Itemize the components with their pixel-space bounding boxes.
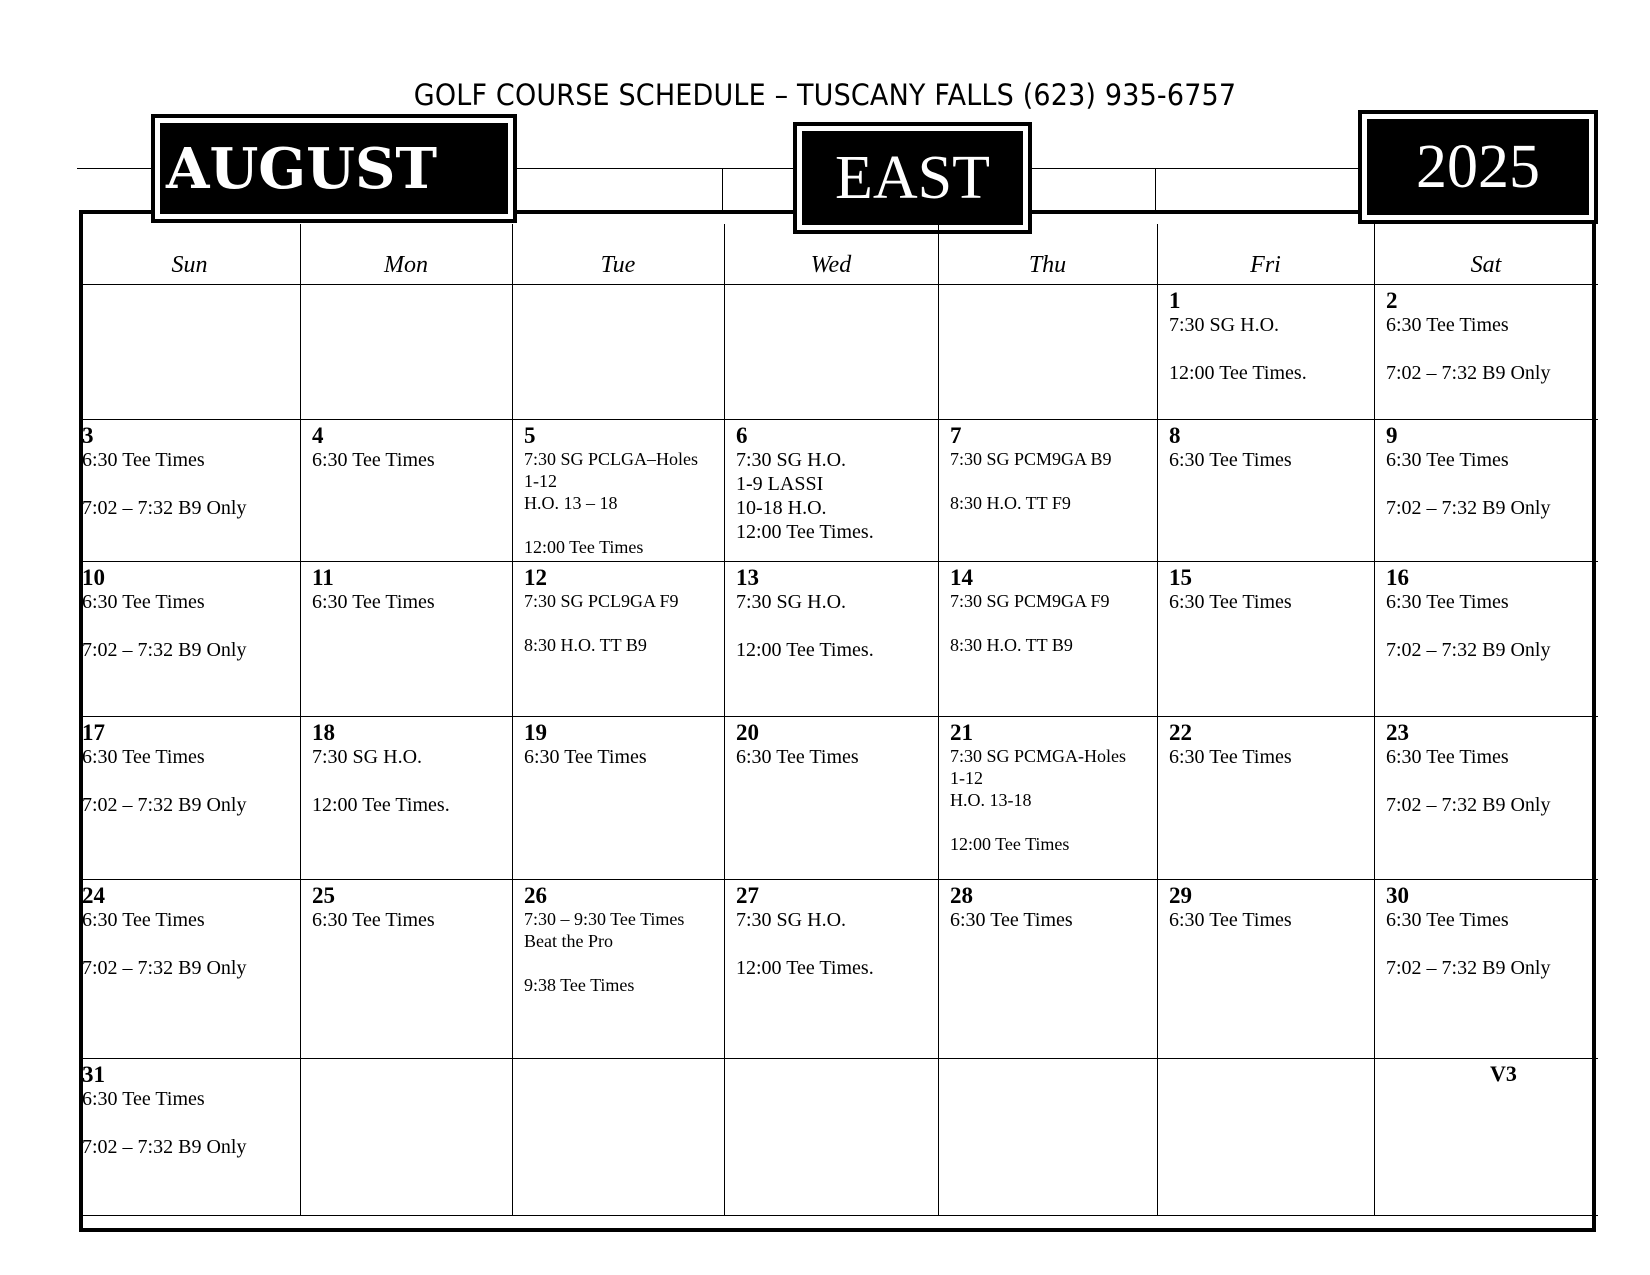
day-number: 26 [524,883,547,908]
day-cell [724,1058,938,1215]
event-line: 12:00 Tee Times. [312,794,450,816]
day-cell [1157,284,1374,419]
version-tag: V3 [1490,1061,1517,1086]
day-cell [938,284,1157,419]
event-line: H.O. 13-18 [950,790,1032,810]
day-number: 16 [1386,565,1409,590]
event-line: 6:30 Tee Times [1386,591,1509,613]
event-line: 7:30 SG PCM9GA F9 [950,591,1110,611]
event-line: 7:02 – 7:32 B9 Only [1386,639,1551,661]
day-cell [1157,419,1374,561]
event-line: 6:30 Tee Times [1169,591,1292,613]
event-line: 6:30 Tee Times [82,591,205,613]
event-line: 6:30 Tee Times [82,1088,205,1110]
day-number: 29 [1169,883,1192,908]
year-label: 2025 [1416,132,1540,201]
event-line: 7:02 – 7:32 B9 Only [1386,794,1551,816]
day-cell [512,1058,724,1215]
day-cell [1374,1058,1598,1215]
day-cell [300,419,512,561]
day-cell [1157,1058,1374,1215]
weekday-fri: Fri [1250,252,1281,278]
month-label: AUGUST [166,135,438,202]
day-number: 20 [736,720,759,745]
day-cell [1374,419,1598,561]
event-line: 12:00 Tee Times [950,834,1070,854]
day-cell [1374,284,1598,419]
day-number: 19 [524,720,547,745]
event-line: 6:30 Tee Times [82,909,205,931]
event-line: 7:02 – 7:32 B9 Only [82,957,247,979]
event-line: 6:30 Tee Times [1169,909,1292,931]
day-cell [300,284,512,419]
day-cell [724,284,938,419]
weekday-wed: Wed [810,252,852,278]
event-line: 12:00 Tee Times. [736,957,874,979]
day-number: 13 [736,565,759,590]
weekday-tue: Tue [600,252,636,278]
day-number: 8 [1169,423,1181,448]
event-line: 6:30 Tee Times [1169,746,1292,768]
event-line: 7:30 SG H.O. [1169,314,1280,336]
event-line: 7:02 – 7:32 B9 Only [1386,497,1551,519]
event-line: 7:30 SG H.O. [312,746,423,768]
event-line: 12:00 Tee Times. [736,521,874,543]
schedule-title: GOLF COURSE SCHEDULE – TUSCANY FALLS (623) 935-6757 [413,78,1237,112]
event-line: Beat the Pro [524,931,613,951]
event-line: 7:30 – 9:30 Tee Times [524,909,685,929]
day-number: 22 [1169,720,1192,745]
event-line: 1-9 LASSI [736,473,824,495]
event-line: 7:30 SG H.O. [736,591,847,613]
day-number: 21 [950,720,973,745]
course-label: EAST [835,143,990,212]
top-divider-wed [722,168,723,213]
event-line: 7:02 – 7:32 B9 Only [82,639,247,661]
day-number: 28 [950,883,973,908]
day-number: 7 [950,423,962,448]
day-number: 4 [312,423,324,448]
event-line: H.O. 13 – 18 [524,493,618,513]
event-line: 6:30 Tee Times [312,909,435,931]
day-number: 15 [1169,565,1192,590]
day-number: 10 [82,565,105,590]
event-line: 8:30 H.O. TT B9 [524,635,647,655]
event-line: 7:02 – 7:32 B9 Only [82,794,247,816]
weekday-sat: Sat [1470,252,1502,278]
day-number: 2 [1386,288,1398,313]
day-cell [512,284,724,419]
event-line: 6:30 Tee Times [1386,449,1509,471]
day-number: 27 [736,883,759,908]
event-line: 7:30 SG PCLGA–Holes [524,449,699,469]
weekday-thu: Thu [1028,252,1067,278]
weekday-mon: Mon [384,252,428,278]
day-number: 17 [82,720,105,745]
day-cell [300,1058,512,1215]
event-line: 6:30 Tee Times [736,746,859,768]
event-line: 6:30 Tee Times [950,909,1073,931]
day-cell [79,284,300,419]
event-line: 6:30 Tee Times [1169,449,1292,471]
event-line: 12:00 Tee Times. [1169,362,1307,384]
event-line: 9:38 Tee Times [524,975,635,995]
day-number: 14 [950,565,973,590]
day-number: 6 [736,423,748,448]
day-number: 5 [524,423,536,448]
course-label-box [793,122,1032,234]
top-rule-mid-left [514,168,794,169]
event-line: 12:00 Tee Times [524,537,644,557]
event-line: 7:30 SG H.O. [736,909,847,931]
day-cell [938,419,1157,561]
day-number: 1 [1169,288,1181,313]
event-line: 1-12 [524,471,557,491]
event-line: 7:02 – 7:32 B9 Only [1386,957,1551,979]
event-line: 6:30 Tee Times [82,449,205,471]
day-number: 3 [82,423,94,448]
event-line: 8:30 H.O. TT B9 [950,635,1073,655]
day-number: 9 [1386,423,1398,448]
event-line: 7:30 SG PCM9GA B9 [950,449,1112,469]
day-number: 24 [82,883,105,908]
top-divider-fri [1155,168,1156,213]
event-line: 8:30 H.O. TT F9 [950,493,1071,513]
day-number: 18 [312,720,335,745]
event-line: 7:30 SG PCL9GA F9 [524,591,679,611]
event-line: 7:02 – 7:32 B9 Only [82,1136,247,1158]
event-line: 6:30 Tee Times [1386,746,1509,768]
row-divider [79,1215,1598,1216]
event-line: 7:02 – 7:32 B9 Only [1386,362,1551,384]
weekday-sun: Sun [171,252,208,278]
top-rule-left [77,168,152,169]
event-line: 7:02 – 7:32 B9 Only [82,497,247,519]
day-number: 31 [82,1062,105,1087]
event-line: 6:30 Tee Times [524,746,647,768]
day-number: 25 [312,883,335,908]
day-cell [79,419,300,561]
top-rule-mid-right [1028,168,1358,169]
day-number: 23 [1386,720,1409,745]
event-line: 10-18 H.O. [736,497,827,519]
event-line: 12:00 Tee Times. [736,639,874,661]
event-line: 7:30 SG H.O. [736,449,847,471]
event-line: 6:30 Tee Times [1386,314,1509,336]
event-line: 7:30 SG PCMGA-Holes [950,746,1127,766]
month-label-box [151,114,517,223]
day-number: 12 [524,565,547,590]
day-number: 30 [1386,883,1409,908]
event-line: 6:30 Tee Times [1386,909,1509,931]
day-number: 11 [312,565,334,590]
event-line: 6:30 Tee Times [82,746,205,768]
year-label-box [1358,110,1598,224]
event-line: 6:30 Tee Times [312,449,435,471]
day-cell [938,1058,1157,1215]
event-line: 6:30 Tee Times [312,591,435,613]
event-line: 1-12 [950,768,983,788]
